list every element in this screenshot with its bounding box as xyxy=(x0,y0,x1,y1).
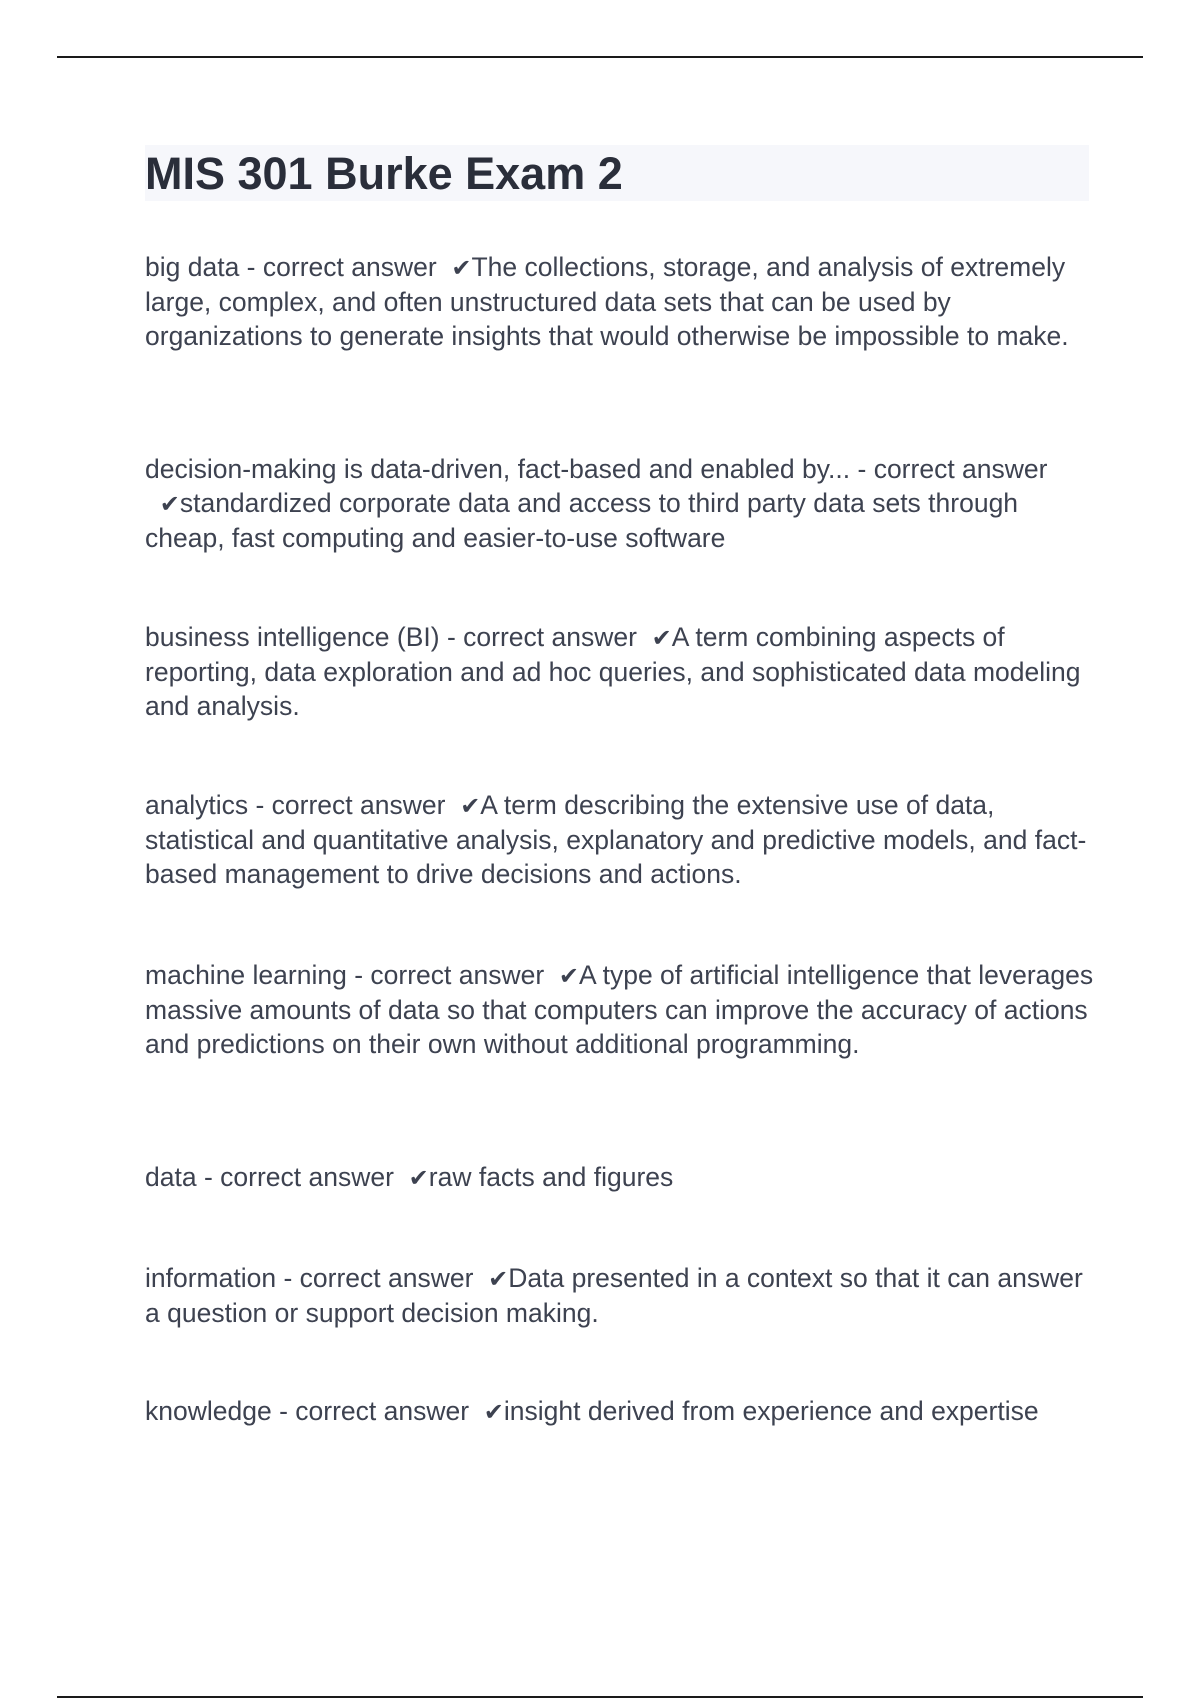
check-icon: ✔ xyxy=(408,1164,429,1192)
bottom-rule xyxy=(57,1696,1143,1698)
page-title: MIS 301 Burke Exam 2 xyxy=(145,148,623,199)
entry-term: machine learning xyxy=(145,960,347,990)
flashcard-entry: business intelligence (BI) - correct answer ✔A term combining aspects of reporting, data exploration and ad hoc queries, and sophisticated data modeling and analysis. xyxy=(145,622,1081,721)
entry-definition: Data presented in a context so that it can answer a question or support decision making. xyxy=(145,1263,1083,1328)
flashcard-entry: knowledge - correct answer ✔insight derived from experience and expertise xyxy=(145,1396,1039,1426)
entry-definition: A term combining aspects of reporting, data exploration and ad hoc queries, and sophisticated data modeling and analysis. xyxy=(145,622,1081,721)
entry-definition: A term describing the extensive use of data, statistical and quantitative analysis, explanatory and predictive models, and fact-based management to drive decisions and actions. xyxy=(145,790,1087,889)
entry-term: big data xyxy=(145,252,240,282)
flashcard-entry: machine learning - correct answer ✔A type of artificial intelligence that leverages massive amounts of data so that computers can improve the accuracy of actions and predictions on their own without additional programming. xyxy=(145,960,1094,1059)
entry-definition: The collections, storage, and analysis of extremely large, complex, and often unstructured data sets that can be used by organizations to generate insights that would otherwise be impossible to make. xyxy=(145,252,1069,351)
check-icon: ✔ xyxy=(483,1398,504,1426)
flashcard-entry: big data - correct answer ✔The collections, storage, and analysis of extremely large, complex, and often unstructured data sets that can be used by organizations to generate insights that would otherwise be impossible to make. xyxy=(145,252,1069,351)
check-icon: ✔ xyxy=(558,962,580,990)
entry-definition: standardized corporate data and access to third party data sets through cheap, fast computing and easier-to-use software xyxy=(145,488,1019,553)
answer-marker: correct answer xyxy=(463,622,637,652)
flashcard-entry: data - correct answer ✔raw facts and figures xyxy=(145,1162,674,1192)
answer-marker: correct answer xyxy=(295,1396,470,1426)
check-icon: ✔ xyxy=(159,490,180,518)
top-rule xyxy=(57,56,1143,58)
flashcard-entry: information - correct answer ✔Data presented in a context so that it can answer a question or support decision making. xyxy=(145,1263,1083,1328)
answer-marker: correct answer xyxy=(299,1263,474,1293)
entry-term: analytics xyxy=(145,790,249,820)
entry-term: knowledge xyxy=(145,1396,272,1426)
answer-marker: correct answer xyxy=(220,1162,394,1192)
entry-definition: insight derived from experience and expertise xyxy=(503,1396,1039,1426)
entry-term: information xyxy=(145,1263,277,1293)
entry-term: decision-making is data-driven, fact-based and enabled by... xyxy=(145,454,851,484)
entry-definition: raw facts and figures xyxy=(428,1162,674,1192)
check-icon: ✔ xyxy=(488,1265,509,1293)
check-icon: ✔ xyxy=(460,792,481,820)
entry-term: data xyxy=(145,1162,197,1192)
flashcard-entry: decision-making is data-driven, fact-based and enabled by... - correct answer ✔standardized corporate data and access to third party data sets through cheap, fast computing and easier-to-use software xyxy=(145,454,1048,553)
answer-marker: correct answer xyxy=(262,252,437,282)
entry-definition: A type of artificial intelligence that leverages massive amounts of data so that computers can improve the accuracy of actions and predictions on their own without additional programming. xyxy=(145,960,1094,1059)
check-icon: ✔ xyxy=(451,254,472,282)
answer-marker: correct answer xyxy=(271,790,446,820)
answer-marker: correct answer xyxy=(873,454,1048,484)
flashcard-entry: analytics - correct answer ✔A term describing the extensive use of data, statistical and quantitative analysis, explanatory and predictive models, and fact-based management to drive decisions and actions. xyxy=(145,790,1087,889)
answer-marker: correct answer xyxy=(370,960,545,990)
entry-term: business intelligence (BI) xyxy=(145,622,440,652)
check-icon: ✔ xyxy=(651,624,672,652)
